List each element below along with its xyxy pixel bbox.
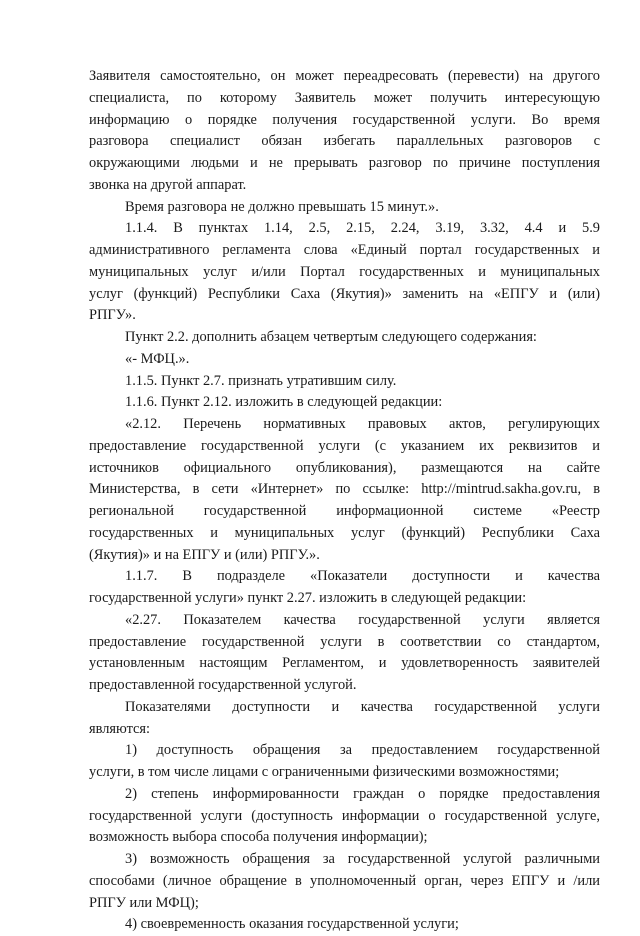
text-line: Пункт 2.2. дополнить абзацем четвертым следующего содержания: xyxy=(125,329,537,345)
text-line: Министерства, в сети «Интернет» по ссылке: http://mintrud.sakha.gov.ru, в xyxy=(89,481,600,498)
text-line: информацию о порядке получения государственной услуги. Во время xyxy=(89,111,600,128)
text-line: муниципальных услуг и/или Портал государственных и муниципальных xyxy=(89,263,600,280)
text-line: Время разговора не должно превышать 15 минут.». xyxy=(125,198,439,215)
text-line: Заявителя самостоятельно, он может переадресовать (перевести) на другого xyxy=(89,68,600,84)
text-line: 3) возможность обращения за государственной услугой различными xyxy=(125,851,600,867)
paragraph xyxy=(89,327,600,349)
text-line: Показателями доступности и качества государственной услуги xyxy=(125,698,600,715)
text-line: 4) своевременность оказания государственной услуги; xyxy=(125,916,459,933)
text-line: РПГУ или МФЦ); xyxy=(89,894,199,911)
paragraph xyxy=(89,197,600,219)
text-line: административного регламента слова «Единый портал государственных и xyxy=(89,242,600,258)
text-line: государственной услуги (доступность информации о государственной услуге, xyxy=(89,807,600,824)
text-line: специалиста, по которому Заявитель может получить интересующую xyxy=(89,89,600,106)
text-line: предоставление государственной услуги в соответствии со стандартом, xyxy=(89,633,600,650)
text-line: являются: xyxy=(89,720,151,737)
paragraph xyxy=(89,849,600,914)
text-line: источников официального опубликования), размещаются на сайте xyxy=(89,459,600,476)
paragraph xyxy=(89,914,600,936)
text-line: «2.27. Показателем качества государственной услуги является xyxy=(125,611,600,628)
paragraph xyxy=(89,66,600,197)
text-line: установленным настоящим Регламентом, и удовлетворенность заявителей xyxy=(89,655,600,672)
document-body xyxy=(89,66,600,936)
text-line: разговора специалист обязан избегать параллельных разговоров с xyxy=(89,133,600,150)
text-line: государственных и муниципальных услуг (функций) Республики Саха xyxy=(89,524,600,541)
paragraph xyxy=(89,566,600,610)
paragraph xyxy=(89,349,600,371)
paragraph xyxy=(89,414,600,566)
text-line: региональной государственной информационной системе «Реестр xyxy=(89,503,600,519)
text-line: 1.1.6. Пункт 2.12. изложить в следующей редакции: xyxy=(125,394,443,411)
text-line: 1.1.4. В пунктах 1.14, 2.5, 2.15, 2.24, 3.19, 3.32, 4.4 и 5.9 xyxy=(125,220,600,237)
text-line: 1) доступность обращения за предоставлением государственной xyxy=(125,742,600,759)
text-line: предоставление государственной услуги (с указанием их реквизитов и xyxy=(89,437,600,454)
text-line: 2) степень информированности граждан о порядке предоставления xyxy=(125,785,600,802)
paragraph xyxy=(89,784,600,849)
text-line: звонка на другой аппарат. xyxy=(89,176,247,193)
text-line: «- МФЦ.». xyxy=(125,350,190,367)
text-line: окружающими людьми и не прерывать разговор по причине поступления xyxy=(89,155,600,171)
paragraph xyxy=(89,740,600,784)
paragraph xyxy=(89,610,600,697)
paragraph xyxy=(89,371,600,393)
text-line: РПГУ». xyxy=(89,307,136,324)
paragraph xyxy=(89,218,600,327)
text-line: услуги, в том числе лицами с ограниченными физическими возможностями; xyxy=(89,764,560,780)
text-line: (Якутия)» и на ЕПГУ и (или) РПГУ.». xyxy=(89,546,320,563)
text-line: государственной услуги» пункт 2.27. изложить в следующей редакции: xyxy=(89,590,527,606)
text-line: услуг (функций) Республики Саха (Якутия)» заменить на «ЕПГУ и (или) xyxy=(89,285,600,302)
paragraph xyxy=(89,697,600,741)
text-line: способами (личное обращение в уполномоченный орган, через ЕПГУ и /или xyxy=(89,872,600,889)
text-line: «2.12. Перечень нормативных правовых актов, регулирующих xyxy=(125,416,600,432)
paragraph xyxy=(89,392,600,414)
text-line: 1.1.7. В подразделе «Показатели доступности и качества xyxy=(125,568,600,585)
text-line: предоставленной государственной услугой. xyxy=(89,677,357,693)
text-line: 1.1.5. Пункт 2.7. признать утратившим силу. xyxy=(125,372,397,389)
text-line: возможность выбора способа получения информации); xyxy=(89,829,428,846)
